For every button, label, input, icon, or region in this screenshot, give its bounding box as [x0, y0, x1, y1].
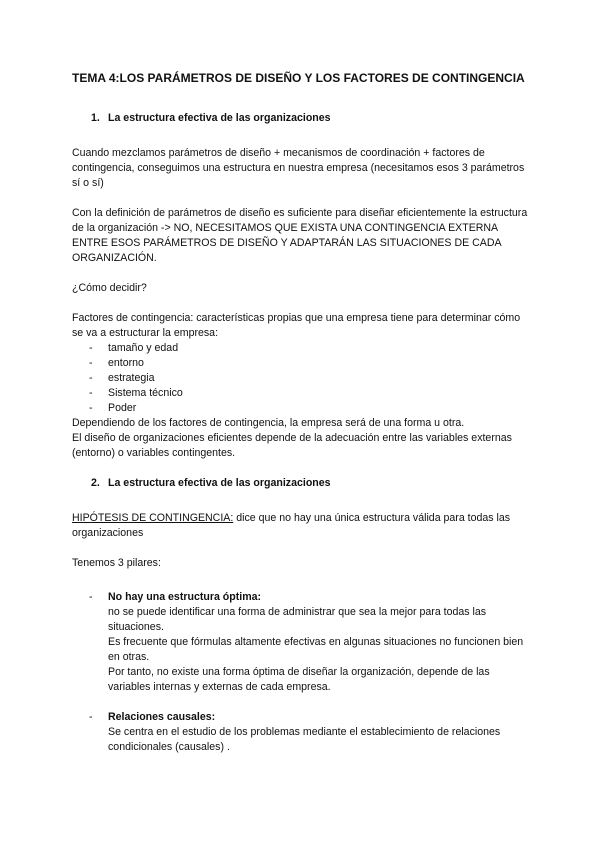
pillars-intro: Tenemos 3 pilares: [72, 557, 161, 569]
pillar-2 [72, 710, 532, 755]
paragraph: Con la definición de parámetros de diseño es suficiente para diseñar eficientemente la estructura de la organización -> NO, NECESITAMOS QUE EXISTA UNA CONTINGENCIA EXTERNA ENTRE ESOS PARÁMETROS DE DISEÑO Y ADAPTARÁN LAS SITUACIONES DE CADA ORGANIZACIÓN. [72, 207, 528, 264]
pillar-line: Es frecuente que fórmulas altamente efectivas en algunas situaciones no funcionen bien en otras. [108, 636, 524, 663]
list-item: - estrategia [89, 372, 155, 384]
factor-list [72, 341, 532, 416]
hypothesis-label: HIPÓTESIS DE CONTINGENCIA: [72, 512, 234, 524]
list-item: - tamaño y edad [89, 342, 179, 354]
section-heading-text: La estructura efectiva de las organizaciones [108, 112, 331, 124]
page-title: TEMA 4:LOS PARÁMETROS DE DISEÑO Y LOS FACTORES DE CONTINGENCIA [72, 71, 525, 85]
section-number: 2. [91, 477, 100, 489]
section-heading-text: La estructura efectiva de las organizaciones [108, 477, 331, 489]
pillar-heading: No hay una estructura óptima: [108, 591, 262, 603]
dash-marker: - [89, 402, 93, 414]
section-heading-1 [72, 111, 532, 126]
dash-marker: - [89, 357, 93, 369]
document-page [72, 70, 532, 755]
paragraph: Factores de contingencia: características propias que una empresa tiene para determinar cómo se va a estructurar la empresa: [72, 312, 521, 339]
pillar-line: Por tanto, no existe una forma óptima de diseñar la organización, depende de las variables internas y externas de cada empresa. [108, 666, 490, 693]
dash-marker: - [89, 342, 93, 354]
section-number: 1. [91, 112, 100, 124]
pillar-line: Se centra en el estudio de los problemas mediante el establecimiento de relaciones condicionales (causales) . [108, 726, 501, 753]
section-heading-2 [72, 476, 532, 491]
list-item: - Sistema técnico [89, 387, 183, 399]
paragraph: Cuando mezclamos parámetros de diseño + mecanismos de coordinación + factores de contingencia, conseguimos una estructura en nuestra empresa (necesitamos esos 3 parámetros sí o sí) [72, 147, 525, 189]
list-item: - entorno [89, 357, 144, 369]
dash-marker: - [89, 591, 93, 603]
dash-marker: - [89, 711, 93, 723]
paragraph: Dependiendo de los factores de contingencia, la empresa será de una forma u otra. [72, 417, 465, 429]
hypothesis-text: dice que no hay una única estructura válida para todas las organizaciones [72, 512, 511, 539]
question: ¿Cómo decidir? [72, 282, 147, 294]
pillar-heading: Relaciones causales: [108, 711, 216, 723]
pillar-1 [72, 590, 532, 695]
pillar-line: no se puede identificar una forma de administrar que sea la mejor para todas las situaciones. [108, 606, 487, 633]
paragraph: El diseño de organizaciones eficientes depende de la adecuación entre las variables externas (entorno) o variables contingentes. [72, 432, 512, 459]
dash-marker: - [89, 372, 93, 384]
hypothesis-paragraph [72, 511, 532, 541]
dash-marker: - [89, 387, 93, 399]
list-item: - Poder [89, 402, 137, 414]
